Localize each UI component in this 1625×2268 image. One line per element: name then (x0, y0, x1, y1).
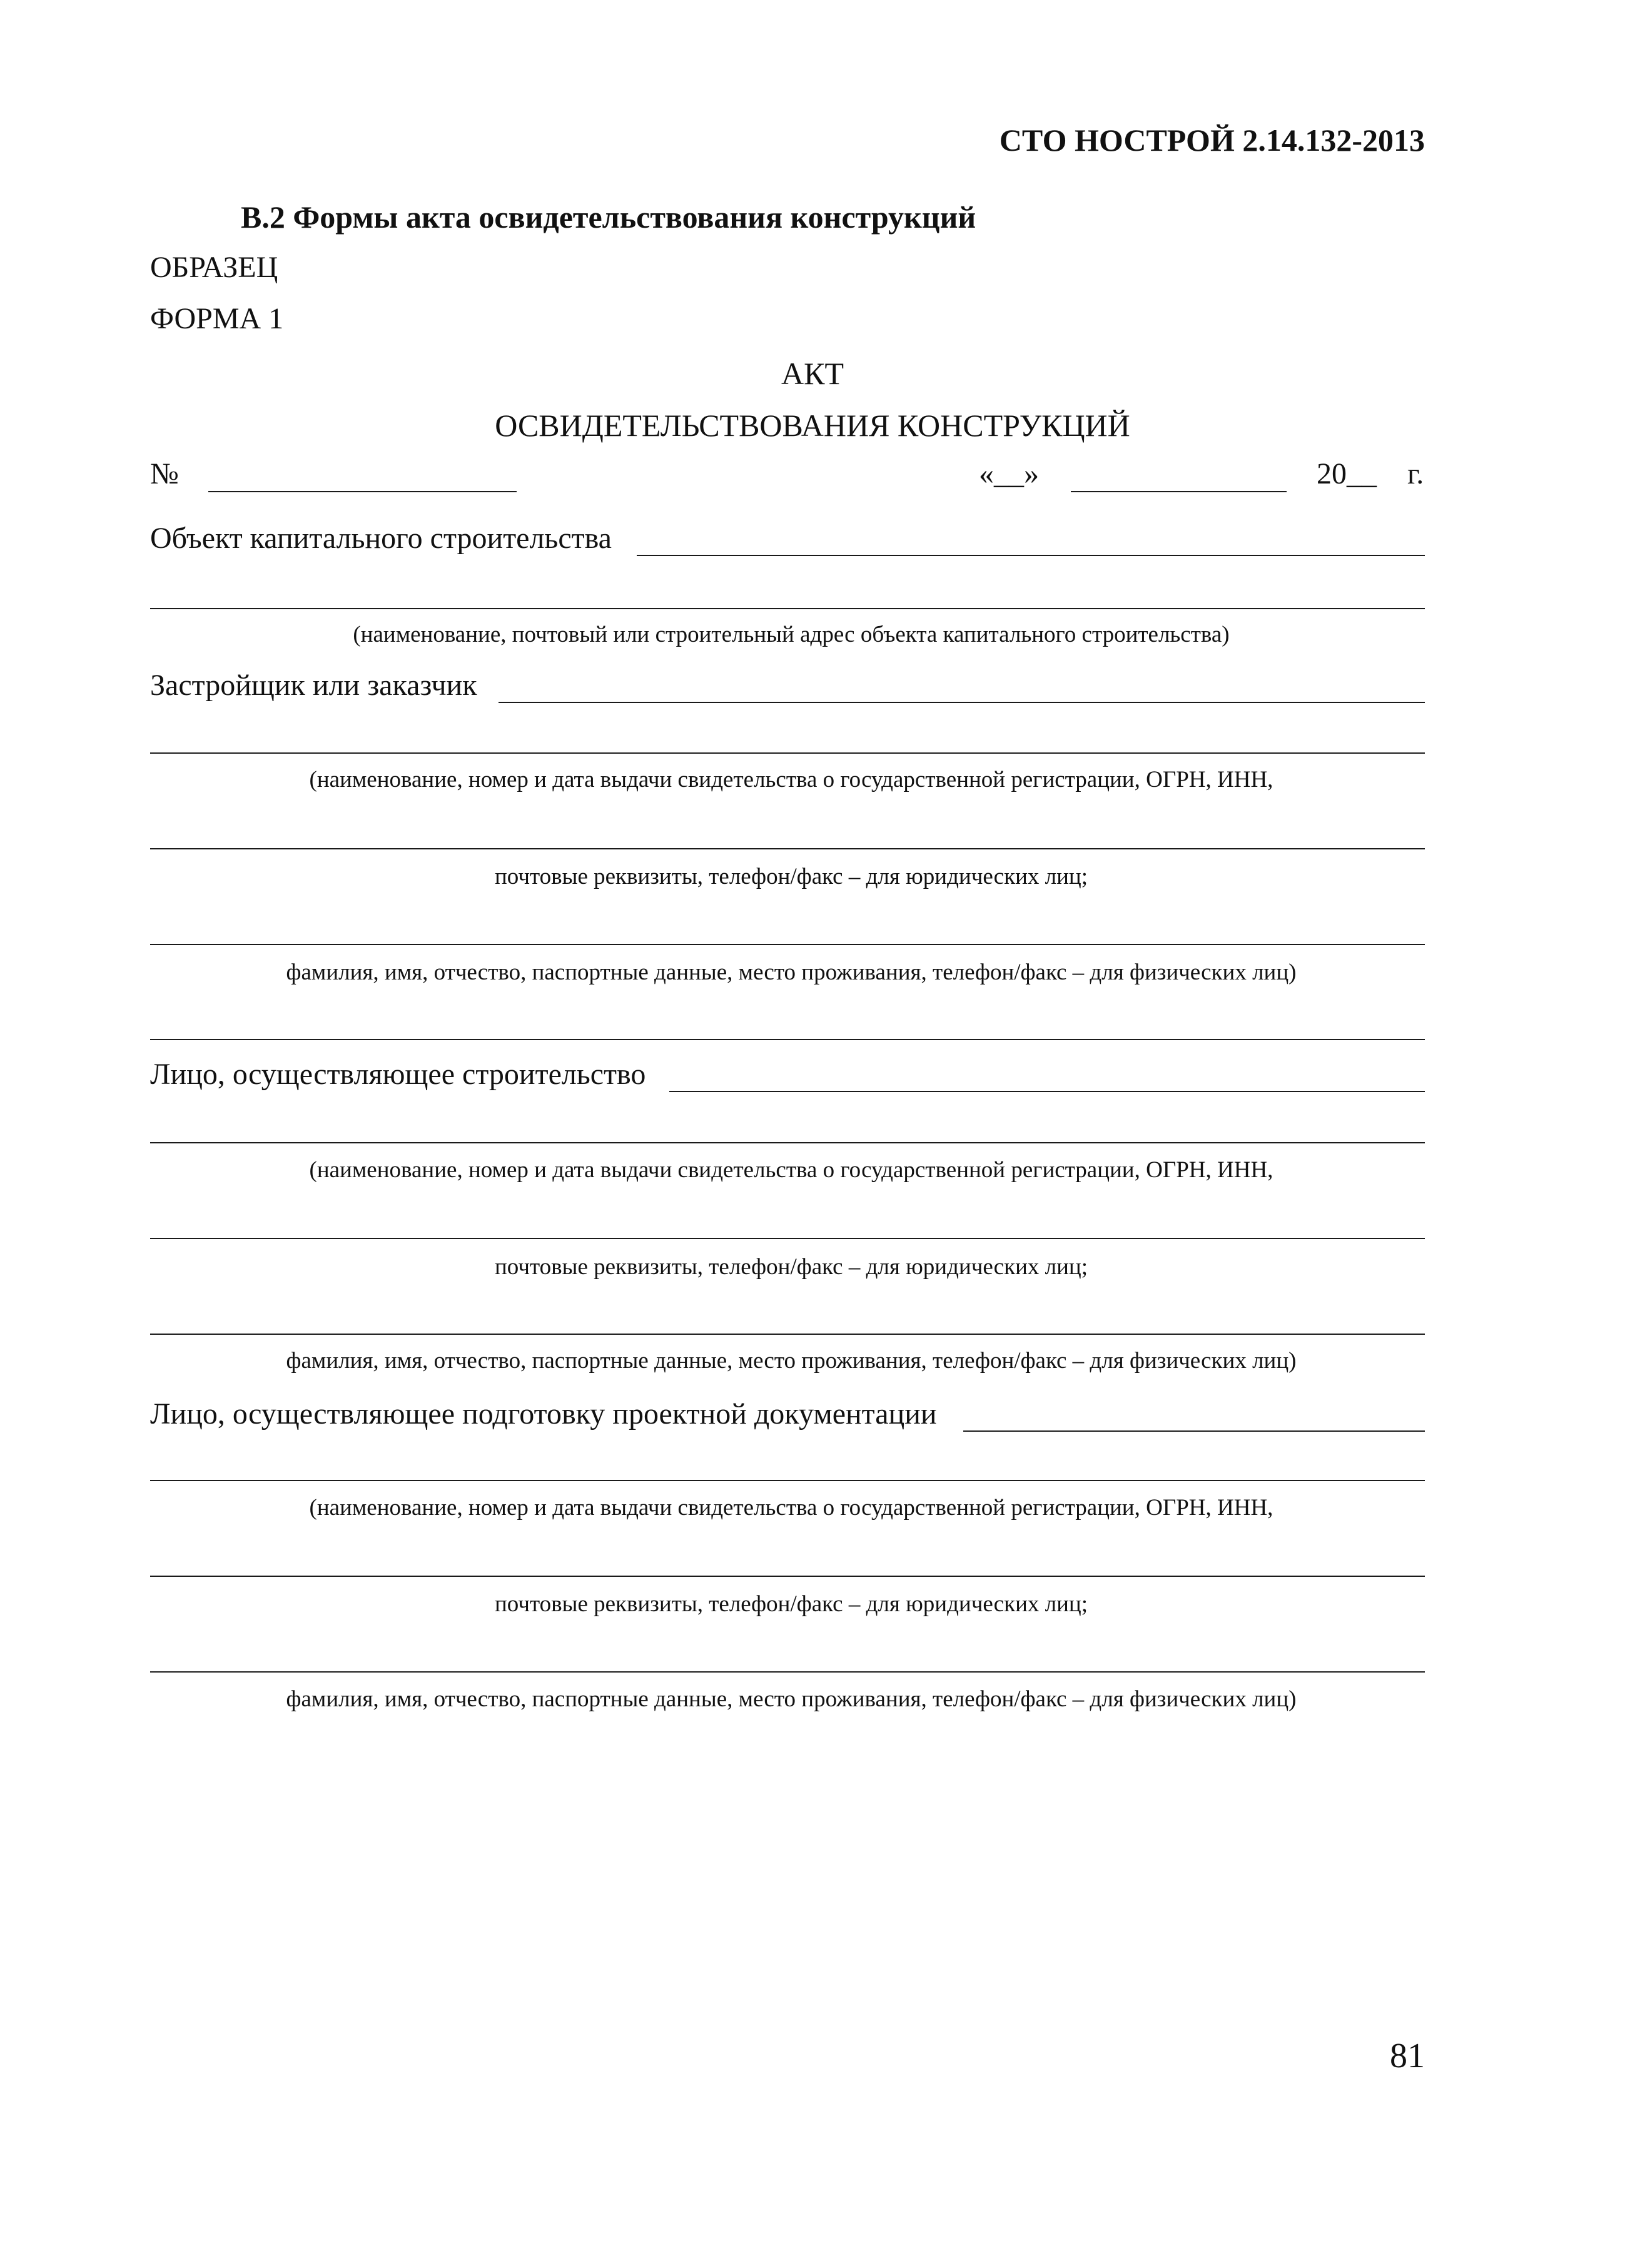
designer-field-line-4[interactable] (150, 1671, 1425, 1673)
object-field-line-2[interactable] (150, 608, 1425, 609)
object-label: Объект капитального строительства (150, 522, 612, 555)
builder-field-line-3[interactable] (150, 1238, 1425, 1239)
designer-hint-3: фамилия, имя, отчество, паспортные данные, место проживания, телефон/факс – для физических лиц) (286, 1686, 1297, 1712)
designer-label: Лицо, осуществляющее подготовку проектной документации (150, 1397, 937, 1430)
developer-field-line-4[interactable] (150, 944, 1425, 945)
year-suffix: г. (1407, 457, 1424, 490)
act-subtitle: ОСВИДЕТЕЛЬСТВОВАНИЯ КОНСТРУКЦИЙ (495, 408, 1130, 443)
date-month-field[interactable] (1071, 491, 1287, 492)
developer-field-line-3[interactable] (150, 848, 1425, 849)
builder-hint-1: (наименование, номер и дата выдачи свидетельства о государственной регистрации, ОГРН, ИНН, (309, 1157, 1273, 1183)
designer-field[interactable] (963, 1430, 1425, 1432)
designer-field-line-2[interactable] (150, 1480, 1425, 1481)
act-number-field[interactable] (208, 491, 517, 492)
developer-field-line-2[interactable] (150, 752, 1425, 754)
builder-hint-2: почтовые реквизиты, телефон/факс – для юридических лиц; (495, 1254, 1088, 1280)
developer-hint-2: почтовые реквизиты, телефон/факс – для юридических лиц; (495, 864, 1088, 889)
designer-hint-1: (наименование, номер и дата выдачи свидетельства о государственной регистрации, ОГРН, ИНН, (309, 1495, 1273, 1521)
builder-label: Лицо, осуществляющее строительство (150, 1058, 646, 1091)
section-title: В.2 Формы акта освидетельствования конструкций (241, 200, 976, 235)
designer-hint-2: почтовые реквизиты, телефон/факс – для юридических лиц; (495, 1591, 1088, 1617)
builder-hint-3: фамилия, имя, отчество, паспортные данные, место проживания, телефон/факс – для физических лиц) (286, 1348, 1297, 1374)
act-title: АКТ (781, 356, 844, 391)
form-number: ФОРМА 1 (150, 302, 284, 335)
developer-field[interactable] (499, 702, 1425, 703)
number-sign: № (150, 457, 179, 490)
builder-field-line-4[interactable] (150, 1334, 1425, 1335)
document-code: СТО НОСТРОЙ 2.14.132-2013 (999, 123, 1425, 158)
object-hint: (наименование, почтовый или строительный адрес объекта капитального строительства) (353, 622, 1230, 647)
builder-field-line-2[interactable] (150, 1142, 1425, 1143)
developer-hint-1: (наименование, номер и дата выдачи свидетельства о государственной регистрации, ОГРН, ИНН, (309, 767, 1273, 792)
date-year: 20__ (1317, 457, 1377, 490)
developer-field-line-5[interactable] (150, 1039, 1425, 1040)
sample-label: ОБРАЗЕЦ (150, 251, 278, 284)
builder-field[interactable] (669, 1091, 1425, 1092)
date-day: «__» (979, 457, 1039, 490)
developer-hint-3: фамилия, имя, отчество, паспортные данные, место проживания, телефон/факс – для физических лиц) (286, 959, 1297, 985)
developer-label: Застройщик или заказчик (150, 669, 477, 702)
designer-field-line-3[interactable] (150, 1576, 1425, 1577)
object-field[interactable] (637, 555, 1425, 556)
page-number: 81 (1390, 2037, 1425, 2075)
